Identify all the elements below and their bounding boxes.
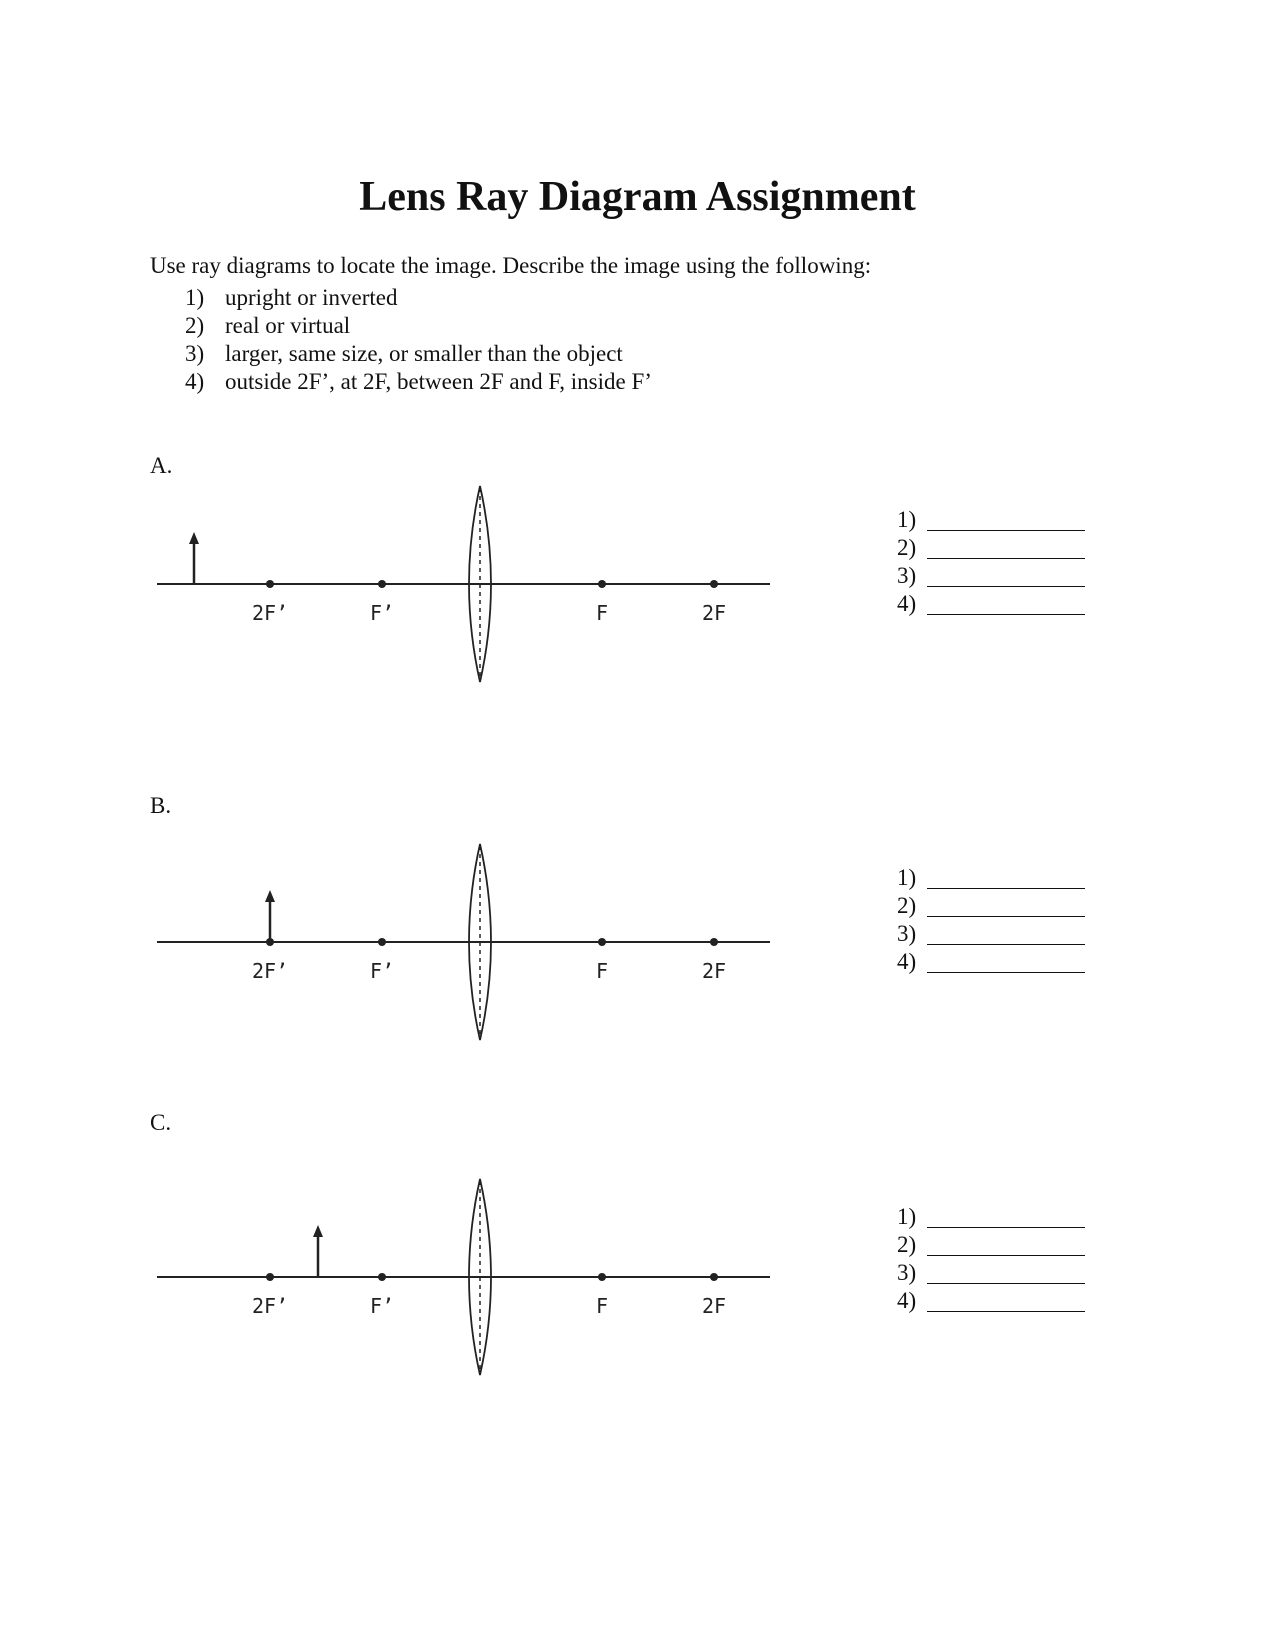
point-f: [598, 1273, 606, 1281]
criteria-text: outside 2F’, at 2F, between 2F and F, inside F’: [225, 369, 652, 394]
point-f-prime: [378, 938, 386, 946]
criteria-number: 4): [185, 369, 205, 394]
answer-blank[interactable]: [927, 1207, 1085, 1228]
answer-blank[interactable]: [927, 952, 1085, 973]
answer-number: 4): [897, 949, 917, 974]
criteria-item: [185, 340, 652, 368]
instructions-intro: Use ray diagrams to locate the image. Describe the image using the following:: [150, 253, 872, 278]
point-2f: [710, 1273, 718, 1281]
point-2f-prime: [266, 580, 274, 588]
answer-blank[interactable]: [927, 566, 1085, 587]
answer-blank[interactable]: [927, 510, 1085, 531]
criteria-number: 2): [185, 313, 205, 338]
criteria-item: [185, 312, 652, 340]
section-b-answers: [897, 864, 1085, 976]
answer-line[interactable]: [897, 864, 1085, 892]
answer-blank[interactable]: [927, 868, 1085, 889]
answer-number: 3): [897, 1260, 917, 1285]
label-f: F: [595, 1294, 609, 1318]
object-arrow: [265, 890, 275, 942]
answer-line[interactable]: [897, 948, 1085, 976]
answer-number: 1): [897, 1204, 917, 1229]
section-a-label: A.: [150, 453, 173, 478]
point-2f: [710, 938, 718, 946]
label-2f: 2F: [701, 601, 727, 625]
label-2f: 2F: [701, 959, 727, 983]
answer-line[interactable]: [897, 1259, 1085, 1287]
label-f: F: [595, 601, 609, 625]
answer-line[interactable]: [897, 1231, 1085, 1259]
answer-number: 2): [897, 893, 917, 918]
page-title: Lens Ray Diagram Assignment: [359, 174, 916, 221]
answer-number: 1): [897, 865, 917, 890]
answer-line[interactable]: [897, 590, 1085, 618]
section-c-answers: [897, 1203, 1085, 1315]
answer-number: 1): [897, 507, 917, 532]
label-2f-prime: 2F’: [251, 959, 289, 983]
label-f-prime: F’: [369, 959, 395, 983]
answer-line[interactable]: [897, 1287, 1085, 1315]
answer-blank[interactable]: [927, 924, 1085, 945]
answer-blank[interactable]: [927, 594, 1085, 615]
criteria-text: real or virtual: [225, 313, 351, 338]
point-2f: [710, 580, 718, 588]
answer-blank[interactable]: [927, 538, 1085, 559]
point-f-prime: [378, 1273, 386, 1281]
answer-line[interactable]: [897, 1203, 1085, 1231]
criteria-text: larger, same size, or smaller than the object: [225, 341, 623, 366]
answer-blank[interactable]: [927, 1263, 1085, 1284]
label-f-prime: F’: [369, 1294, 395, 1318]
section-a-answers: [897, 506, 1085, 618]
object-arrow: [189, 532, 199, 584]
section-b-label: B.: [150, 793, 172, 818]
answer-blank[interactable]: [927, 896, 1085, 917]
answer-line[interactable]: [897, 920, 1085, 948]
label-f-prime: F’: [369, 601, 395, 625]
answer-number: 3): [897, 563, 917, 588]
criteria-number: 1): [185, 285, 205, 310]
answer-number: 2): [897, 535, 917, 560]
section-c-diagram: [150, 1173, 780, 1393]
answer-line[interactable]: [897, 562, 1085, 590]
criteria-item: [185, 368, 652, 396]
criteria-number: 3): [185, 341, 205, 366]
criteria-item: [185, 284, 652, 312]
answer-number: 4): [897, 1288, 917, 1313]
label-2f: 2F: [701, 1294, 727, 1318]
point-2f-prime: [266, 1273, 274, 1281]
section-a-diagram: [150, 480, 780, 700]
answer-blank[interactable]: [927, 1291, 1085, 1312]
answer-number: 2): [897, 1232, 917, 1257]
answer-line[interactable]: [897, 892, 1085, 920]
point-f: [598, 938, 606, 946]
label-2f-prime: 2F’: [251, 601, 289, 625]
answer-line[interactable]: [897, 506, 1085, 534]
answer-number: 3): [897, 921, 917, 946]
section-c-label: C.: [150, 1110, 172, 1135]
answer-number: 4): [897, 591, 917, 616]
answer-blank[interactable]: [927, 1235, 1085, 1256]
criteria-text: upright or inverted: [225, 285, 398, 310]
label-2f-prime: 2F’: [251, 1294, 289, 1318]
section-b-diagram: [150, 838, 780, 1058]
object-arrow: [313, 1225, 323, 1277]
point-f: [598, 580, 606, 588]
answer-line[interactable]: [897, 534, 1085, 562]
point-f-prime: [378, 580, 386, 588]
label-f: F: [595, 959, 609, 983]
criteria-list: [185, 284, 652, 396]
